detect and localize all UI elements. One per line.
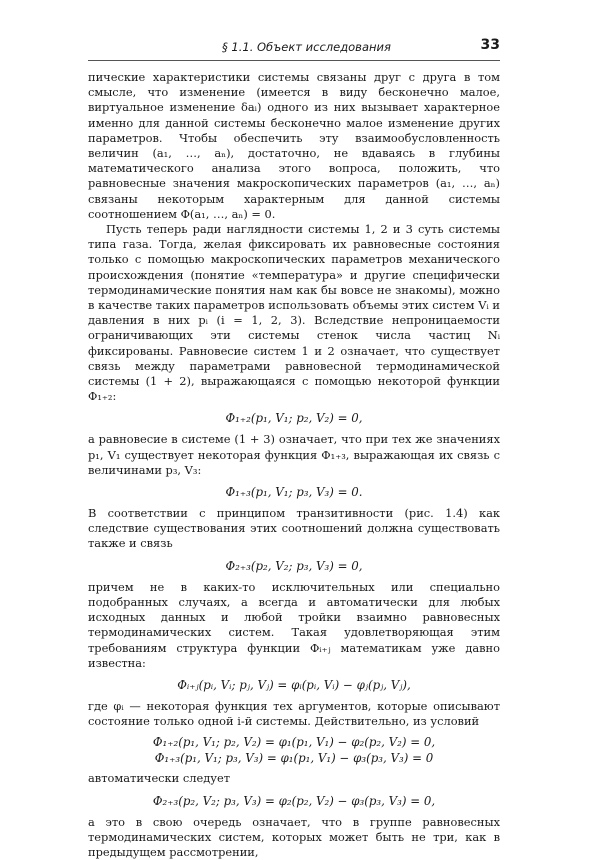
paragraph: Пусть теперь ради наглядности системы 1, 2 и 3 суть системы типа газа. Тогда, желая фиксировать их равновесные состояния только с помощью макроскопических параметров механического происхождения (понятие «температура» и другие специфически термодинамические понятия нам как бы вовсе не знакомы), можно в качестве таких параметров использовать объемы этих систем Vᵢ и давления в них pᵢ (i = 1, 2, 3). Вследствие непроницаемости ограничивающих эти системы стенок числа частиц Nᵢ фиксированы. Равновесие систем 1 и 2 означает, что существует связь между параметрами равновесной термодинамической системы (1 + 2), выражающаяся с помощью некоторой функции Φ₁₊₂:: [88, 222, 500, 404]
paragraph: причем не в каких-то исключительных или специально подобранных случаях, а всегда и автоматически для любых исходных данных и любой тройки взаимно равновесных термодинамических систем. Такая удовлетворяющая этим требованиям структура функции Φᵢ₊ⱼ математикам уже давно известна:: [88, 579, 500, 670]
equation: Φᵢ₊ⱼ(pᵢ, Vᵢ; pⱼ, Vⱼ) = φᵢ(pᵢ, Vᵢ) − φⱼ(pⱼ, Vⱼ),: [177, 677, 411, 692]
running-header: [88, 38, 500, 61]
equation: Φ₂₊₃(p₂, V₂; p₃, V₃) = φ₂(p₂, V₂) − φ₃(p₃, V₃) = 0,: [152, 793, 436, 808]
page-body: [88, 70, 500, 860]
page-number: 33: [480, 37, 500, 53]
equation: Φ₁₊₃(p₁, V₁; p₃, V₃) = 0.: [225, 485, 363, 500]
paragraph: а равновесие в системе (1 + 3) означает, что при тех же значениях p₁, V₁ существует некоторая функция Φ₁₊₃, выражающая их связь с величинами p₃, V₃:: [88, 432, 500, 477]
equation: Φ₁₊₂(p₁, V₁; p₂, V₂) = 0,: [225, 411, 363, 426]
paragraph: В соответствии с принципом транзитивности (рис. 1.4) как следствие существования этих соотношений должна существовать также и связь: [88, 506, 500, 551]
equation: Φ₂₊₃(p₂, V₂; p₃, V₃) = 0,: [225, 558, 363, 573]
paragraph: а это в свою очередь означает, что в группе равновесных термодинамических систем, которых может быть не три, как в предыдущем рассмотрении,: [88, 814, 500, 859]
equation: Φ₁₊₃(p₁, V₁; p₃, V₃) = φ₁(p₁, V₁) − φ₃(p₃, V₃) = 0: [154, 751, 434, 766]
paragraph: пические характеристики системы связаны друг с друга в том смысле, что изменение (имеется в виду бесконечно малое, виртуальное изменение δaᵢ) одного из них вызывает характерное именно для данной системы бесконечно малое изменение других параметров. Чтобы обеспечить эту взаимообусловленность величин (a₁, …, aₙ), достаточно, не вдаваясь в глубины математического анализа этого вопроса, положить, что равновесные значения макроскопических параметров (a₁, …, aₙ) связаны некоторым характерным для данной системы соотношением Φ(a₁, …, aₙ) = 0.: [88, 70, 500, 221]
paragraph: где φᵢ — некоторая функция тех аргументов, которые описывают состояние только одной i-й системы. Действительно, из условий: [88, 698, 500, 729]
equation: Φ₁₊₂(p₁, V₁; p₂, V₂) = φ₁(p₁, V₁) − φ₂(p₂, V₂) = 0,: [152, 735, 436, 750]
equation-system: [88, 734, 500, 766]
paragraph: автоматически следует: [88, 771, 231, 786]
section-title: § 1.1. Объект исследования: [222, 40, 391, 54]
